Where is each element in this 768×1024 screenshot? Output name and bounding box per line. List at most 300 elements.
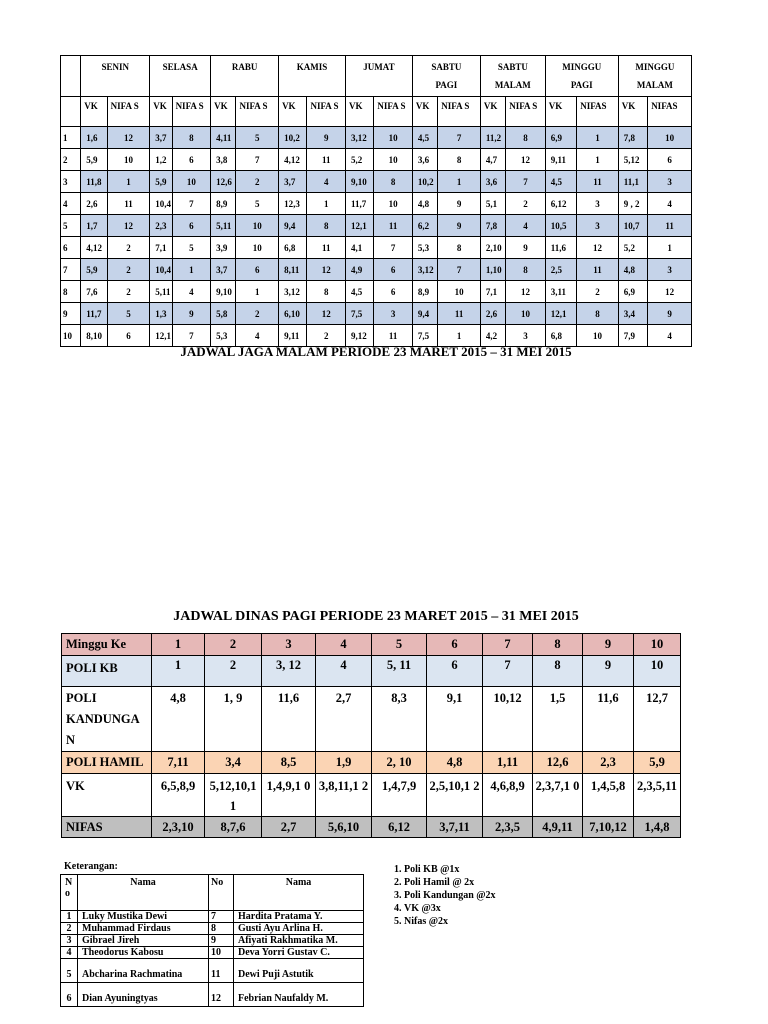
night-cell-vk: 4,12 [279,149,307,171]
day-week-number: 1 [152,634,205,656]
night-cell-vk: 5,12 [618,149,647,171]
legend-no: 5 [61,959,78,983]
night-cell-vk: 3,6 [480,171,505,193]
day-row-vk [62,774,681,817]
day-cell: 2,3,5 [483,817,533,838]
night-schedule-title: JADWAL JAGA MALAM PERIODE 23 MARET 2015 – 31 MEI 2015 [180,344,572,359]
night-subheader-vk: VK [346,97,374,127]
night-cell-vk: 4,5 [545,171,576,193]
night-cell-nifas: 8 [307,281,346,303]
day-cell: 6,5,8,9 [152,774,205,817]
night-cell-nifas: 7 [236,149,279,171]
day-cell: 2,3 [583,752,634,774]
night-cell-nifas: 5 [107,303,150,325]
night-cell-vk: 1,2 [150,149,172,171]
night-cell-nifas: 7 [438,259,481,281]
legend-no-2: 9 [209,935,234,947]
night-cell-vk: 6,8 [279,237,307,259]
night-subheader-nifas: NIFA S [307,97,346,127]
duty-note: 4. VK @3x [404,902,496,915]
legend-name: Abcharina Rachmatina [78,959,209,983]
night-cell-nifas: 5 [236,193,279,215]
night-row [61,281,692,303]
night-cell-nifas: 1 [577,127,619,149]
night-cell-nifas: 11 [307,149,346,171]
legend-no: 6 [61,983,78,1007]
night-subheader-nifas: NIFA S [172,97,211,127]
legend-name: Luky Mustika Dewi [78,911,209,923]
night-cell-nifas: 7 [374,237,413,259]
night-row-number: 3 [61,171,81,193]
day-row-poli-kandungan [62,687,681,752]
night-cell-vk: 11,2 [480,127,505,149]
night-subheader-vk: VK [279,97,307,127]
night-cell-vk: 9,4 [412,303,437,325]
night-cell-nifas: 12 [307,303,346,325]
night-cell-vk: 9,11 [545,149,576,171]
night-cell-nifas: 4 [648,193,692,215]
night-cell-vk: 5,2 [346,149,374,171]
day-cell: 11,6 [583,687,634,752]
duty-note: 2. Poli Hamil @ 2x [404,876,496,889]
night-row-number: 6 [61,237,81,259]
night-cell-vk: 3,11 [545,281,576,303]
night-subheader-nifas: NIFA S [438,97,481,127]
day-cell: 8,3 [372,687,427,752]
night-cell-nifas: 2 [307,325,346,347]
day-cell: 1,11 [483,752,533,774]
night-row [61,193,692,215]
night-cell-nifas: 1 [577,149,619,171]
night-cell-vk: 7,6 [81,281,107,303]
day-cell: 4,6,8,9 [483,774,533,817]
night-cell-vk: 7,1 [480,281,505,303]
night-cell-nifas: 3 [577,215,619,237]
night-cell-vk: 9,12 [346,325,374,347]
night-cell-nifas: 11 [307,237,346,259]
legend-no-2: 7 [209,911,234,923]
day-header-row [62,634,681,656]
night-row [61,259,692,281]
night-cell-vk: 4,11 [211,127,236,149]
night-cell-nifas: 7 [506,171,546,193]
night-cell-vk: 11,7 [81,303,107,325]
legend-no-2: 11 [209,959,234,983]
night-cell-vk: 10,4 [150,193,172,215]
night-day-header: MINGGU MALAM [618,56,691,97]
night-cell-vk: 4,5 [346,281,374,303]
day-cell: 3, 12 [262,656,316,687]
night-cell-nifas: 3 [648,259,692,281]
night-cell-vk: 4,2 [480,325,505,347]
day-cell: 1,4,5,8 [583,774,634,817]
night-subheader-nifas: NIFA S [374,97,413,127]
legend-header-row [61,875,364,911]
day-cell: 1,4,7,9 [372,774,427,817]
day-row-poli-hamil [62,752,681,774]
day-row-label: POLI HAMIL [62,752,152,774]
legend-header-no-2: No [209,875,234,911]
day-cell: 1,9 [316,752,372,774]
day-row-nifas [62,817,681,838]
day-shift-table [61,633,681,838]
day-row-poli-kb [62,656,681,687]
legend-no-2: 8 [209,923,234,935]
day-cell: 2,5,10,1 2 [427,774,483,817]
night-cell-nifas: 12 [307,259,346,281]
night-cell-nifas: 10 [107,149,150,171]
night-cell-vk: 3,7 [279,171,307,193]
night-subheader-vk: VK [480,97,505,127]
night-cell-nifas: 2 [236,171,279,193]
night-cell-nifas: 9 [172,303,211,325]
night-cell-nifas: 1 [236,281,279,303]
night-cell-nifas: 10 [236,237,279,259]
legend-no-2: 10 [209,947,234,959]
night-cell-nifas: 12 [506,149,546,171]
day-cell: 12,7 [634,687,681,752]
night-cell-nifas: 12 [107,215,150,237]
legend-no: 2 [61,923,78,935]
night-cell-nifas: 2 [506,193,546,215]
night-cell-nifas: 7 [438,127,481,149]
night-row-number: 10 [61,325,81,347]
legend-header-nama: Nama [78,875,209,911]
night-cell-vk: 9,11 [279,325,307,347]
night-day-header: KAMIS [279,56,346,97]
night-cell-nifas: 9 [307,127,346,149]
night-cell-vk: 3,9 [211,237,236,259]
day-cell: 10 [634,656,681,687]
day-cell: 8 [533,656,583,687]
night-cell-vk: 12,6 [211,171,236,193]
night-cell-nifas: 9 [648,303,692,325]
night-cell-nifas: 11 [577,259,619,281]
night-cell-nifas: 3 [577,193,619,215]
night-cell-nifas: 6 [172,149,211,171]
night-cell-vk: 5,11 [150,281,172,303]
day-row-label: POLI KB [62,656,152,687]
night-row [61,149,692,171]
night-cell-vk: 4,7 [480,149,505,171]
legend-name-2: Gusti Ayu Arlina H. [234,923,364,935]
day-cell: 1, 9 [205,687,262,752]
night-cell-nifas: 1 [648,237,692,259]
night-cell-vk: 3,4 [618,303,647,325]
day-cell: 7,10,12 [583,817,634,838]
night-cell-vk: 5,8 [211,303,236,325]
day-week-number: 5 [372,634,427,656]
night-cell-vk: 5,9 [81,259,107,281]
day-cell: 8,7,6 [205,817,262,838]
night-cell-nifas: 1 [107,171,150,193]
legend-no: 1 [61,911,78,923]
night-cell-vk: 5,9 [150,171,172,193]
night-cell-vk: 7,1 [150,237,172,259]
night-cell-nifas: 8 [577,303,619,325]
day-cell: 2,7 [316,687,372,752]
night-cell-vk: 7,5 [412,325,437,347]
night-cell-nifas: 11 [374,325,413,347]
night-cell-vk: 7,9 [618,325,647,347]
night-cell-vk: 2,10 [480,237,505,259]
day-week-number: 10 [634,634,681,656]
day-week-number: 3 [262,634,316,656]
day-cell: 5, 11 [372,656,427,687]
night-cell-nifas: 8 [438,237,481,259]
night-day-header: RABU [211,56,279,97]
night-cell-nifas: 4 [172,281,211,303]
day-cell: 9,1 [427,687,483,752]
legend-name: Dian Ayuningtyas [78,983,209,1007]
night-cell-vk: 3,12 [279,281,307,303]
night-cell-vk: 4,5 [412,127,437,149]
day-cell: 2,3,10 [152,817,205,838]
day-cell: 5,6,10 [316,817,372,838]
legend-row [61,947,364,959]
night-cell-nifas: 2 [107,259,150,281]
night-cell-vk: 8,10 [81,325,107,347]
night-cell-vk: 3,6 [412,149,437,171]
night-subheader-nifas: NIFA S [236,97,279,127]
night-subheader-vk: VK [211,97,236,127]
night-cell-nifas: 8 [438,149,481,171]
night-subheader-vk: VK [150,97,172,127]
day-cell: 7,11 [152,752,205,774]
night-cell-vk: 6,2 [412,215,437,237]
legend-row [61,911,364,923]
night-cell-vk: 7,8 [618,127,647,149]
night-row-number: 1 [61,127,81,149]
night-cell-nifas: 10 [374,149,413,171]
day-week-number: 2 [205,634,262,656]
night-cell-vk: 9,4 [279,215,307,237]
night-cell-nifas: 3 [506,325,546,347]
day-cell: 6 [427,656,483,687]
night-cell-vk: 1,7 [81,215,107,237]
duty-note: 5. Nifas @2x [404,915,496,928]
night-cell-vk: 4,1 [346,237,374,259]
night-cell-nifas: 12 [107,127,150,149]
night-cell-nifas: 9 [438,193,481,215]
night-cell-vk: 4,8 [618,259,647,281]
night-row [61,215,692,237]
night-cell-vk: 11,7 [346,193,374,215]
night-cell-vk: 12,1 [346,215,374,237]
night-cell-vk: 2,6 [81,193,107,215]
night-cell-nifas: 9 [438,215,481,237]
night-cell-vk: 5,3 [211,325,236,347]
night-cell-nifas: 8 [307,215,346,237]
day-cell: 12,6 [533,752,583,774]
night-cell-vk: 12,3 [279,193,307,215]
night-header-blank [61,56,81,97]
night-cell-vk: 7,5 [346,303,374,325]
day-week-number: 6 [427,634,483,656]
night-row [61,127,692,149]
night-cell-nifas: 11 [648,215,692,237]
day-week-number: 8 [533,634,583,656]
night-header-days-row [61,56,692,97]
night-cell-vk: 4,8 [412,193,437,215]
legend-no: 4 [61,947,78,959]
legend-name-2: Dewi Puji Astutik [234,959,364,983]
day-cell: 3,8,11,1 2 [316,774,372,817]
night-cell-vk: 2,3 [150,215,172,237]
night-cell-nifas: 4 [307,171,346,193]
day-row-label: POLI KANDUNGA N [62,687,152,752]
night-cell-vk: 6,12 [545,193,576,215]
night-day-header: SENIN [81,56,150,97]
legend-name-2: Hardita Pratama Y. [234,911,364,923]
night-cell-nifas: 3 [374,303,413,325]
night-subheader-vk: VK [412,97,437,127]
night-cell-nifas: 12 [577,237,619,259]
night-cell-nifas: 11 [577,171,619,193]
duty-notes-list [388,863,496,928]
duty-note: 1. Poli KB @1x [404,863,496,876]
day-row-label: VK [62,774,152,817]
night-cell-nifas: 11 [374,215,413,237]
legend-name-2: Deva Yorri Gustav C. [234,947,364,959]
day-cell: 3,7,11 [427,817,483,838]
night-cell-nifas: 10 [236,215,279,237]
day-week-number: 9 [583,634,634,656]
night-cell-vk: 8,11 [279,259,307,281]
night-cell-vk: 3,12 [412,259,437,281]
legend-row [61,959,364,983]
night-cell-nifas: 6 [172,215,211,237]
day-cell: 7 [483,656,533,687]
night-cell-vk: 9 , 2 [618,193,647,215]
night-cell-nifas: 6 [648,149,692,171]
night-cell-vk: 6,8 [545,325,576,347]
night-cell-nifas: 8 [374,171,413,193]
night-row-number: 8 [61,281,81,303]
day-cell: 11,6 [262,687,316,752]
legend-header-no: N o [61,875,78,911]
night-day-header: JUMAT [346,56,413,97]
night-cell-vk: 7,8 [480,215,505,237]
night-cell-vk: 11,1 [618,171,647,193]
night-cell-nifas: 1 [172,259,211,281]
night-cell-nifas: 10 [648,127,692,149]
night-cell-vk: 2,5 [545,259,576,281]
day-cell: 2,3,5,11 [634,774,681,817]
night-cell-nifas: 6 [374,259,413,281]
day-schedule-title: JADWAL DINAS PAGI PERIODE 23 MARET 2015 – 31 MEI 2015 [173,609,579,624]
day-cell: 2, 10 [372,752,427,774]
night-cell-nifas: 5 [236,127,279,149]
night-cell-nifas: 7 [172,325,211,347]
night-header-sub-row [61,97,692,127]
legend-name: Gibrael Jireh [78,935,209,947]
night-cell-nifas: 4 [236,325,279,347]
night-cell-vk: 10,7 [618,215,647,237]
night-cell-nifas: 10 [577,325,619,347]
night-cell-vk: 10,5 [545,215,576,237]
night-cell-nifas: 10 [506,303,546,325]
night-cell-vk: 11,8 [81,171,107,193]
day-cell: 2 [205,656,262,687]
night-cell-nifas: 6 [374,281,413,303]
day-cell: 2,7 [262,817,316,838]
day-cell: 1,4,8 [634,817,681,838]
night-cell-vk: 8,9 [211,193,236,215]
night-cell-nifas: 4 [506,215,546,237]
night-cell-nifas: 1 [307,193,346,215]
legend-row [61,923,364,935]
night-cell-nifas: 12 [506,281,546,303]
day-week-number: 7 [483,634,533,656]
night-cell-vk: 5,9 [81,149,107,171]
day-cell: 5,9 [634,752,681,774]
legend-row [61,935,364,947]
night-cell-nifas: 10 [374,193,413,215]
night-cell-nifas: 1 [438,325,481,347]
day-cell: 2,3,7,1 0 [533,774,583,817]
night-cell-nifas: 8 [506,259,546,281]
night-row [61,171,692,193]
night-subheader-vk: VK [545,97,576,127]
day-cell: 9 [583,656,634,687]
night-cell-vk: 3,12 [346,127,374,149]
night-row [61,303,692,325]
night-cell-vk: 6,9 [545,127,576,149]
night-cell-nifas: 1 [438,171,481,193]
night-shift-table [60,55,692,347]
day-cell: 10,12 [483,687,533,752]
night-cell-vk: 11,6 [545,237,576,259]
day-cell: 8,5 [262,752,316,774]
day-cell: 6,12 [372,817,427,838]
day-cell: 4 [316,656,372,687]
night-cell-nifas: 2 [236,303,279,325]
night-cell-vk: 4,12 [81,237,107,259]
night-subheader-nifas: NIFAS [577,97,619,127]
night-cell-nifas: 4 [648,325,692,347]
night-cell-nifas: 9 [506,237,546,259]
night-cell-nifas: 8 [172,127,211,149]
legend-name: Theodorus Kabosu [78,947,209,959]
legend-name-2: Febrian Naufaldy M. [234,983,364,1007]
legend-no: 3 [61,935,78,947]
day-cell: 1 [152,656,205,687]
night-day-header: SELASA [150,56,211,97]
day-header-label: Minggu Ke [62,634,152,656]
night-row-number: 4 [61,193,81,215]
night-cell-vk: 3,7 [211,259,236,281]
duty-note: 3. Poli Kandungan @2x [404,889,496,902]
night-cell-vk: 9,10 [346,171,374,193]
night-cell-vk: 4,9 [346,259,374,281]
day-cell: 5,12,10,1 1 [205,774,262,817]
night-cell-vk: 9,10 [211,281,236,303]
night-cell-nifas: 2 [577,281,619,303]
day-row-label: NIFAS [62,817,152,838]
night-cell-vk: 1,3 [150,303,172,325]
night-cell-vk: 2,6 [480,303,505,325]
night-cell-vk: 10,2 [412,171,437,193]
night-cell-vk: 5,1 [480,193,505,215]
night-cell-vk: 12,1 [545,303,576,325]
day-cell: 4,9,11 [533,817,583,838]
night-cell-nifas: 6 [107,325,150,347]
legend-row [61,983,364,1007]
night-cell-nifas: 10 [438,281,481,303]
night-cell-nifas: 6 [236,259,279,281]
night-row-number: 2 [61,149,81,171]
